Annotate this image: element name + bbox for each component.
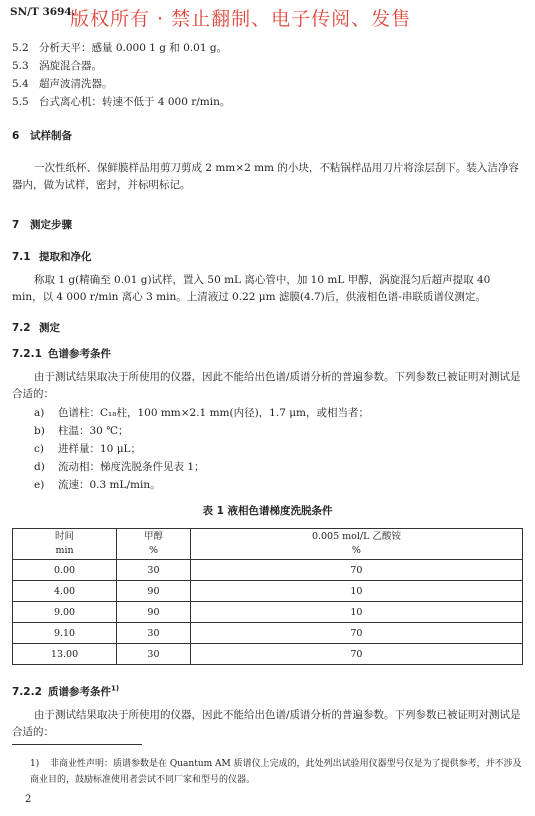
condition-item	[34, 477, 161, 492]
table-cell: 9.00	[13, 602, 117, 623]
condition-item	[34, 459, 205, 474]
header-ammonium-acetate	[190, 529, 522, 560]
item-text: 流速：0.3 mL/min。	[58, 479, 161, 491]
section-7-2-2-paragraph: 由于测试结果取决于所使用的仪器，因此不能给出色谱/质谱分析的普遍参数。下列参数已被证明对测试是合适的：	[12, 709, 521, 738]
table-row	[13, 644, 523, 665]
section-7-2-1-paragraph: 由于测试结果取决于所使用的仪器，因此不能给出色谱/质谱分析的普遍参数。下列参数已被证明对测试是合适的：	[12, 371, 521, 400]
header-time	[13, 529, 117, 560]
section-number: 7.2	[12, 322, 31, 334]
header-label: 0.005 mol/L 乙酸铵	[311, 531, 401, 542]
table-cell: 13.00	[13, 644, 117, 665]
section-7-2-1-heading	[12, 346, 111, 361]
footnote-divider	[12, 744, 142, 745]
item-text: 涡旋混合器。	[39, 60, 102, 72]
table-caption: 表 1 液相色谱梯度洗脱条件	[202, 505, 333, 517]
table-row	[13, 602, 523, 623]
table-cell: 30	[117, 644, 191, 665]
header-label: 时间	[55, 531, 75, 542]
item-letter: a)	[34, 407, 45, 419]
table-cell: 70	[190, 644, 522, 665]
section-6-heading	[12, 128, 72, 143]
section-title: 提取和净化	[39, 251, 92, 263]
table-cell: 30	[117, 560, 191, 581]
apparatus-item	[12, 94, 230, 109]
section-number: 7	[12, 219, 20, 231]
item-letter: c)	[34, 443, 44, 455]
header-label: 甲醇	[143, 531, 163, 542]
section-7-1-heading	[12, 249, 92, 264]
table-cell: 10	[190, 602, 522, 623]
item-text: 色谱柱：C₁₈柱，100 mm×2.1 mm(内径)，1.7 μm，或相当者；	[58, 407, 370, 419]
item-number: 5.5	[12, 96, 29, 108]
section-7-2-2-heading	[12, 684, 119, 699]
table-cell: 9.10	[13, 623, 117, 644]
condition-item	[34, 441, 141, 456]
condition-item	[34, 423, 128, 438]
table-row	[13, 581, 523, 602]
footnote-marker: 1)	[111, 684, 120, 693]
table-cell: 90	[117, 581, 191, 602]
apparatus-item	[12, 76, 113, 91]
table-cell: 30	[117, 623, 191, 644]
table-cell: 70	[190, 623, 522, 644]
table-row	[13, 560, 523, 581]
table-cell: 10	[190, 581, 522, 602]
item-number: 5.4	[12, 78, 29, 90]
condition-item	[34, 405, 369, 420]
watermark: 版权所有 · 禁止翻制、电子传阅、发售	[70, 8, 412, 30]
item-letter: e)	[34, 479, 45, 491]
item-letter: d)	[34, 461, 45, 473]
section-title: 试样制备	[30, 130, 72, 142]
header-unit: min	[55, 545, 74, 556]
section-title: 质谱参考条件	[48, 686, 111, 698]
section-number: 6	[12, 130, 20, 142]
section-number: 7.1	[12, 251, 31, 263]
section-7-2-heading	[12, 320, 60, 335]
header-unit: %	[351, 545, 361, 556]
item-text: 柱温：30 ℃；	[58, 425, 129, 437]
table-cell: 4.00	[13, 581, 117, 602]
document-code: SN/T 3694.	[10, 6, 76, 18]
footnote-text: 非商业性声明：质谱参数是在 Quantum AM 质谱仪上完成的，此处列出试验用仪器型号仅是为了提供参考，并不涉及商业目的，鼓励标准使用者尝试不同厂家和型号的仪器。	[30, 759, 522, 785]
item-text: 台式离心机：转速不低于 4 000 r/min。	[39, 96, 231, 108]
section-title: 测定	[39, 322, 60, 334]
footnote-mark: 1)	[30, 759, 40, 769]
item-text: 超声波清洗器。	[39, 78, 113, 90]
section-7-1-paragraph: 称取 1 g(精确至 0.01 g)试样，置入 50 mL 离心管中，加 10 mL 甲醇，涡旋混匀后超声提取 40 min，以 4 000 r/min 离心 3 min。上清液过 0.22 μm 滤膜(4.7)后，供液相色谱-串联质谱仪测定。	[12, 274, 491, 303]
section-number: 7.2.1	[12, 348, 42, 360]
section-7-heading	[12, 217, 72, 232]
item-letter: b)	[34, 425, 45, 437]
apparatus-item	[12, 58, 102, 73]
gradient-table	[12, 528, 523, 665]
section-number: 7.2.2	[12, 686, 42, 698]
table-cell: 90	[117, 602, 191, 623]
item-text: 分析天平：感量 0.000 1 g 和 0.01 g。	[39, 42, 228, 54]
table-row	[13, 623, 523, 644]
header-unit: %	[148, 545, 158, 556]
section-title: 测定步骤	[30, 219, 72, 231]
footnote	[30, 756, 530, 788]
section-title: 色谱参考条件	[48, 348, 111, 360]
apparatus-item	[12, 40, 227, 55]
table-cell: 0.00	[13, 560, 117, 581]
header-methanol	[117, 529, 191, 560]
item-text: 流动相：梯度洗脱条件见表 1；	[58, 461, 205, 473]
page-number: 2	[25, 794, 32, 805]
section-6-paragraph: 一次性纸杯、保鲜膜样品用剪刀剪成 2 mm×2 mm 的小块，不粘锅样品用刀片将涂层刮下。装入洁净容器内，做为试样，密封，并标明标记。	[12, 162, 519, 191]
item-number: 5.3	[12, 60, 29, 72]
item-text: 进样量：10 μL；	[58, 443, 141, 455]
table-cell: 70	[190, 560, 522, 581]
item-number: 5.2	[12, 42, 29, 54]
table-header-row	[13, 529, 523, 560]
